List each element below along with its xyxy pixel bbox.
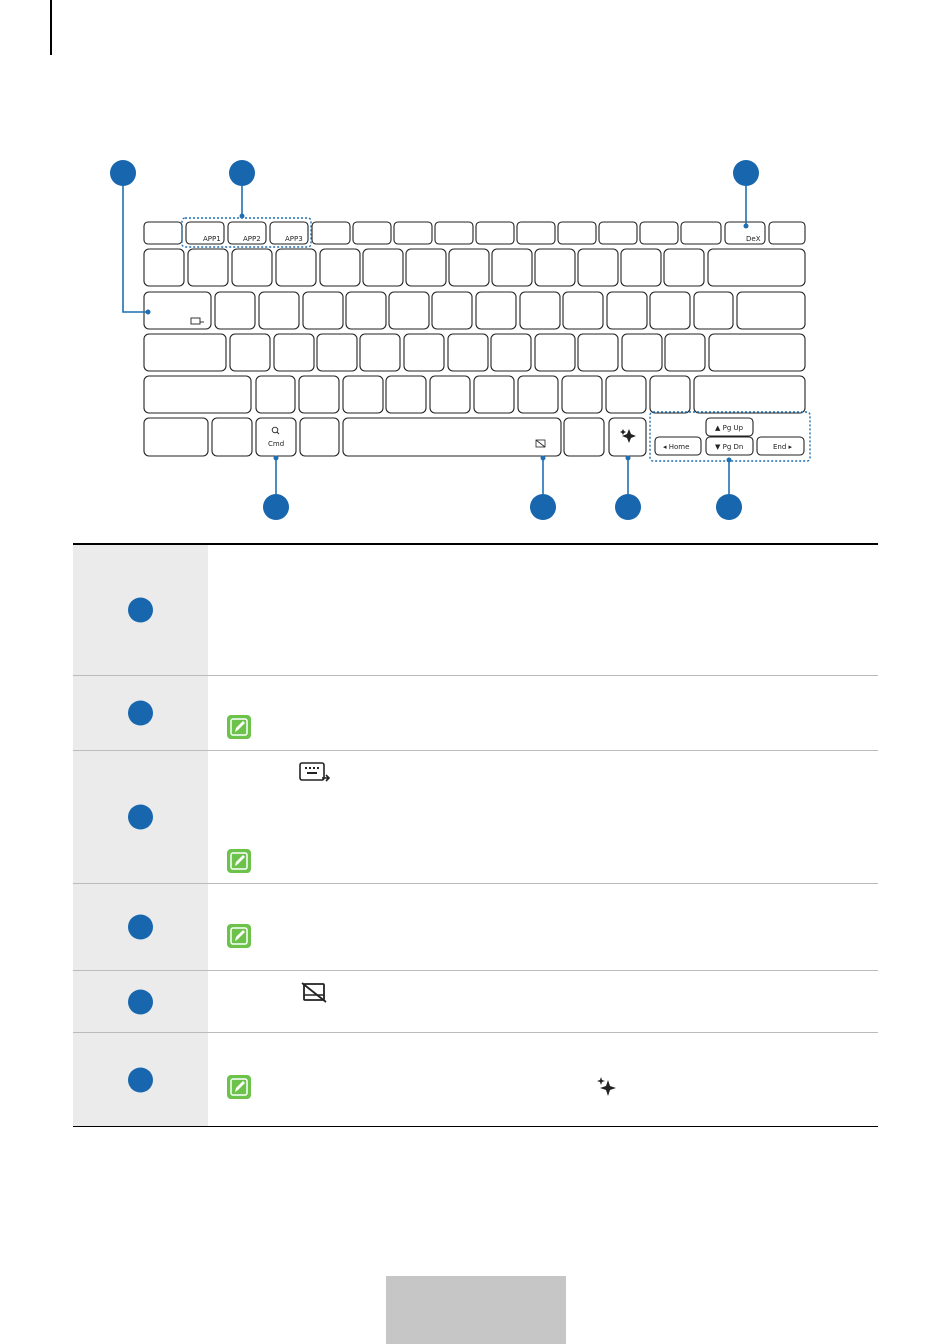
key bbox=[215, 292, 255, 329]
key bbox=[256, 376, 295, 413]
page-number-tab bbox=[386, 1276, 566, 1344]
key bbox=[448, 334, 488, 371]
key bbox=[564, 418, 604, 456]
key bbox=[535, 334, 575, 371]
key bbox=[320, 249, 360, 286]
row-number-badge bbox=[128, 1067, 153, 1092]
callout-badge bbox=[716, 494, 742, 520]
key bbox=[650, 292, 690, 329]
row-description-cell bbox=[208, 545, 878, 675]
shift-key bbox=[144, 376, 251, 413]
keyboard-diagram bbox=[0, 0, 950, 530]
caps-key bbox=[144, 334, 226, 371]
table-row bbox=[73, 884, 878, 971]
key bbox=[188, 249, 228, 286]
row-label-cell bbox=[73, 545, 208, 675]
key bbox=[476, 292, 516, 329]
key bbox=[518, 376, 558, 413]
callout-badge bbox=[229, 160, 255, 186]
key bbox=[517, 222, 555, 244]
row-number-badge bbox=[128, 805, 153, 830]
key bbox=[212, 418, 252, 456]
cmd-key bbox=[256, 418, 296, 456]
key bbox=[274, 334, 314, 371]
key bbox=[386, 376, 426, 413]
key bbox=[769, 222, 805, 244]
key bbox=[144, 418, 208, 456]
note-pencil-icon bbox=[226, 923, 252, 949]
row-number-badge bbox=[128, 598, 153, 623]
key bbox=[394, 222, 432, 244]
row-number-badge bbox=[128, 915, 153, 940]
key bbox=[363, 249, 403, 286]
shift-row bbox=[144, 376, 805, 413]
key bbox=[520, 292, 560, 329]
table-row bbox=[73, 751, 878, 884]
tab-row bbox=[144, 292, 805, 329]
key bbox=[259, 292, 299, 329]
table-row bbox=[73, 676, 878, 751]
key bbox=[303, 292, 343, 329]
table-row bbox=[73, 1033, 878, 1126]
key bbox=[535, 249, 575, 286]
table-row bbox=[73, 971, 878, 1033]
key bbox=[599, 222, 637, 244]
app3-label: APP3 bbox=[285, 235, 303, 243]
row-label-cell bbox=[73, 884, 208, 970]
callout-4 bbox=[263, 456, 289, 521]
row-label-cell bbox=[73, 1033, 208, 1126]
key bbox=[230, 334, 270, 371]
key bbox=[232, 249, 272, 286]
key bbox=[681, 222, 721, 244]
space-key bbox=[343, 418, 561, 456]
table-row bbox=[73, 545, 878, 676]
key bbox=[474, 376, 514, 413]
key bbox=[694, 292, 733, 329]
key bbox=[621, 249, 661, 286]
callout-5 bbox=[530, 456, 556, 521]
key bbox=[435, 222, 473, 244]
key bbox=[430, 376, 470, 413]
key bbox=[562, 376, 602, 413]
key bbox=[404, 334, 444, 371]
key bbox=[299, 376, 339, 413]
key bbox=[664, 249, 704, 286]
app1-label: APP1 bbox=[203, 235, 221, 243]
row-description-cell bbox=[208, 751, 878, 883]
key bbox=[346, 292, 386, 329]
key bbox=[360, 334, 400, 371]
key bbox=[144, 222, 182, 244]
bottom-row bbox=[144, 418, 804, 456]
callout-badge bbox=[530, 494, 556, 520]
note-pencil-icon bbox=[226, 714, 252, 740]
key bbox=[353, 222, 391, 244]
key bbox=[449, 249, 489, 286]
callout-badge bbox=[615, 494, 641, 520]
row-label-cell bbox=[73, 971, 208, 1032]
key bbox=[406, 249, 446, 286]
key bbox=[578, 249, 618, 286]
key bbox=[491, 334, 531, 371]
callout-badge bbox=[733, 160, 759, 186]
key bbox=[737, 292, 805, 329]
row-description-cell bbox=[208, 676, 878, 750]
ai-sparkle-icon bbox=[595, 1075, 619, 1097]
callout-2 bbox=[229, 160, 255, 219]
row-description-cell bbox=[208, 971, 878, 1032]
key bbox=[578, 334, 618, 371]
app2-label: APP2 bbox=[243, 235, 261, 243]
backspace-key bbox=[708, 249, 805, 286]
enter-key bbox=[709, 334, 805, 371]
caps-row bbox=[144, 334, 805, 371]
function-row bbox=[144, 222, 805, 244]
key bbox=[606, 376, 646, 413]
number-row bbox=[144, 249, 805, 286]
key bbox=[317, 334, 357, 371]
keyboard-switch-icon bbox=[298, 761, 332, 783]
key bbox=[563, 292, 603, 329]
key bbox=[622, 334, 662, 371]
key bbox=[476, 222, 514, 244]
key bbox=[144, 249, 184, 286]
pgup-label: ▲ Pg Up bbox=[715, 424, 744, 432]
callout-3 bbox=[733, 160, 759, 229]
cmd-label: Cmd bbox=[268, 440, 285, 448]
row-description-cell bbox=[208, 1033, 878, 1126]
key bbox=[665, 334, 705, 371]
callout-badge bbox=[110, 160, 136, 186]
key bbox=[312, 222, 350, 244]
row-number-badge bbox=[128, 701, 153, 726]
note-pencil-icon bbox=[226, 1074, 252, 1100]
key bbox=[492, 249, 532, 286]
feature-table bbox=[73, 543, 878, 1127]
dex-label: DeX bbox=[746, 235, 761, 243]
key bbox=[276, 249, 316, 286]
key bbox=[300, 418, 339, 456]
note-pencil-icon bbox=[226, 848, 252, 874]
row-description-cell bbox=[208, 884, 878, 970]
shift-key bbox=[694, 376, 805, 413]
callout-6 bbox=[615, 456, 641, 521]
row-label-cell bbox=[73, 751, 208, 883]
key bbox=[607, 292, 647, 329]
end-label: End ▸ bbox=[773, 443, 793, 451]
callout-badge bbox=[263, 494, 289, 520]
key bbox=[650, 376, 690, 413]
row-number-badge bbox=[128, 989, 153, 1014]
key bbox=[558, 222, 596, 244]
home-label: ◂ Home bbox=[663, 443, 690, 451]
key bbox=[343, 376, 383, 413]
row-label-cell bbox=[73, 676, 208, 750]
key bbox=[640, 222, 678, 244]
pgdn-label: ▼ Pg Dn bbox=[715, 443, 744, 451]
key bbox=[389, 292, 429, 329]
touchpad-off-icon bbox=[301, 981, 329, 1005]
keyboard-switch-key bbox=[144, 292, 211, 329]
key bbox=[432, 292, 472, 329]
callout-7 bbox=[716, 458, 742, 521]
